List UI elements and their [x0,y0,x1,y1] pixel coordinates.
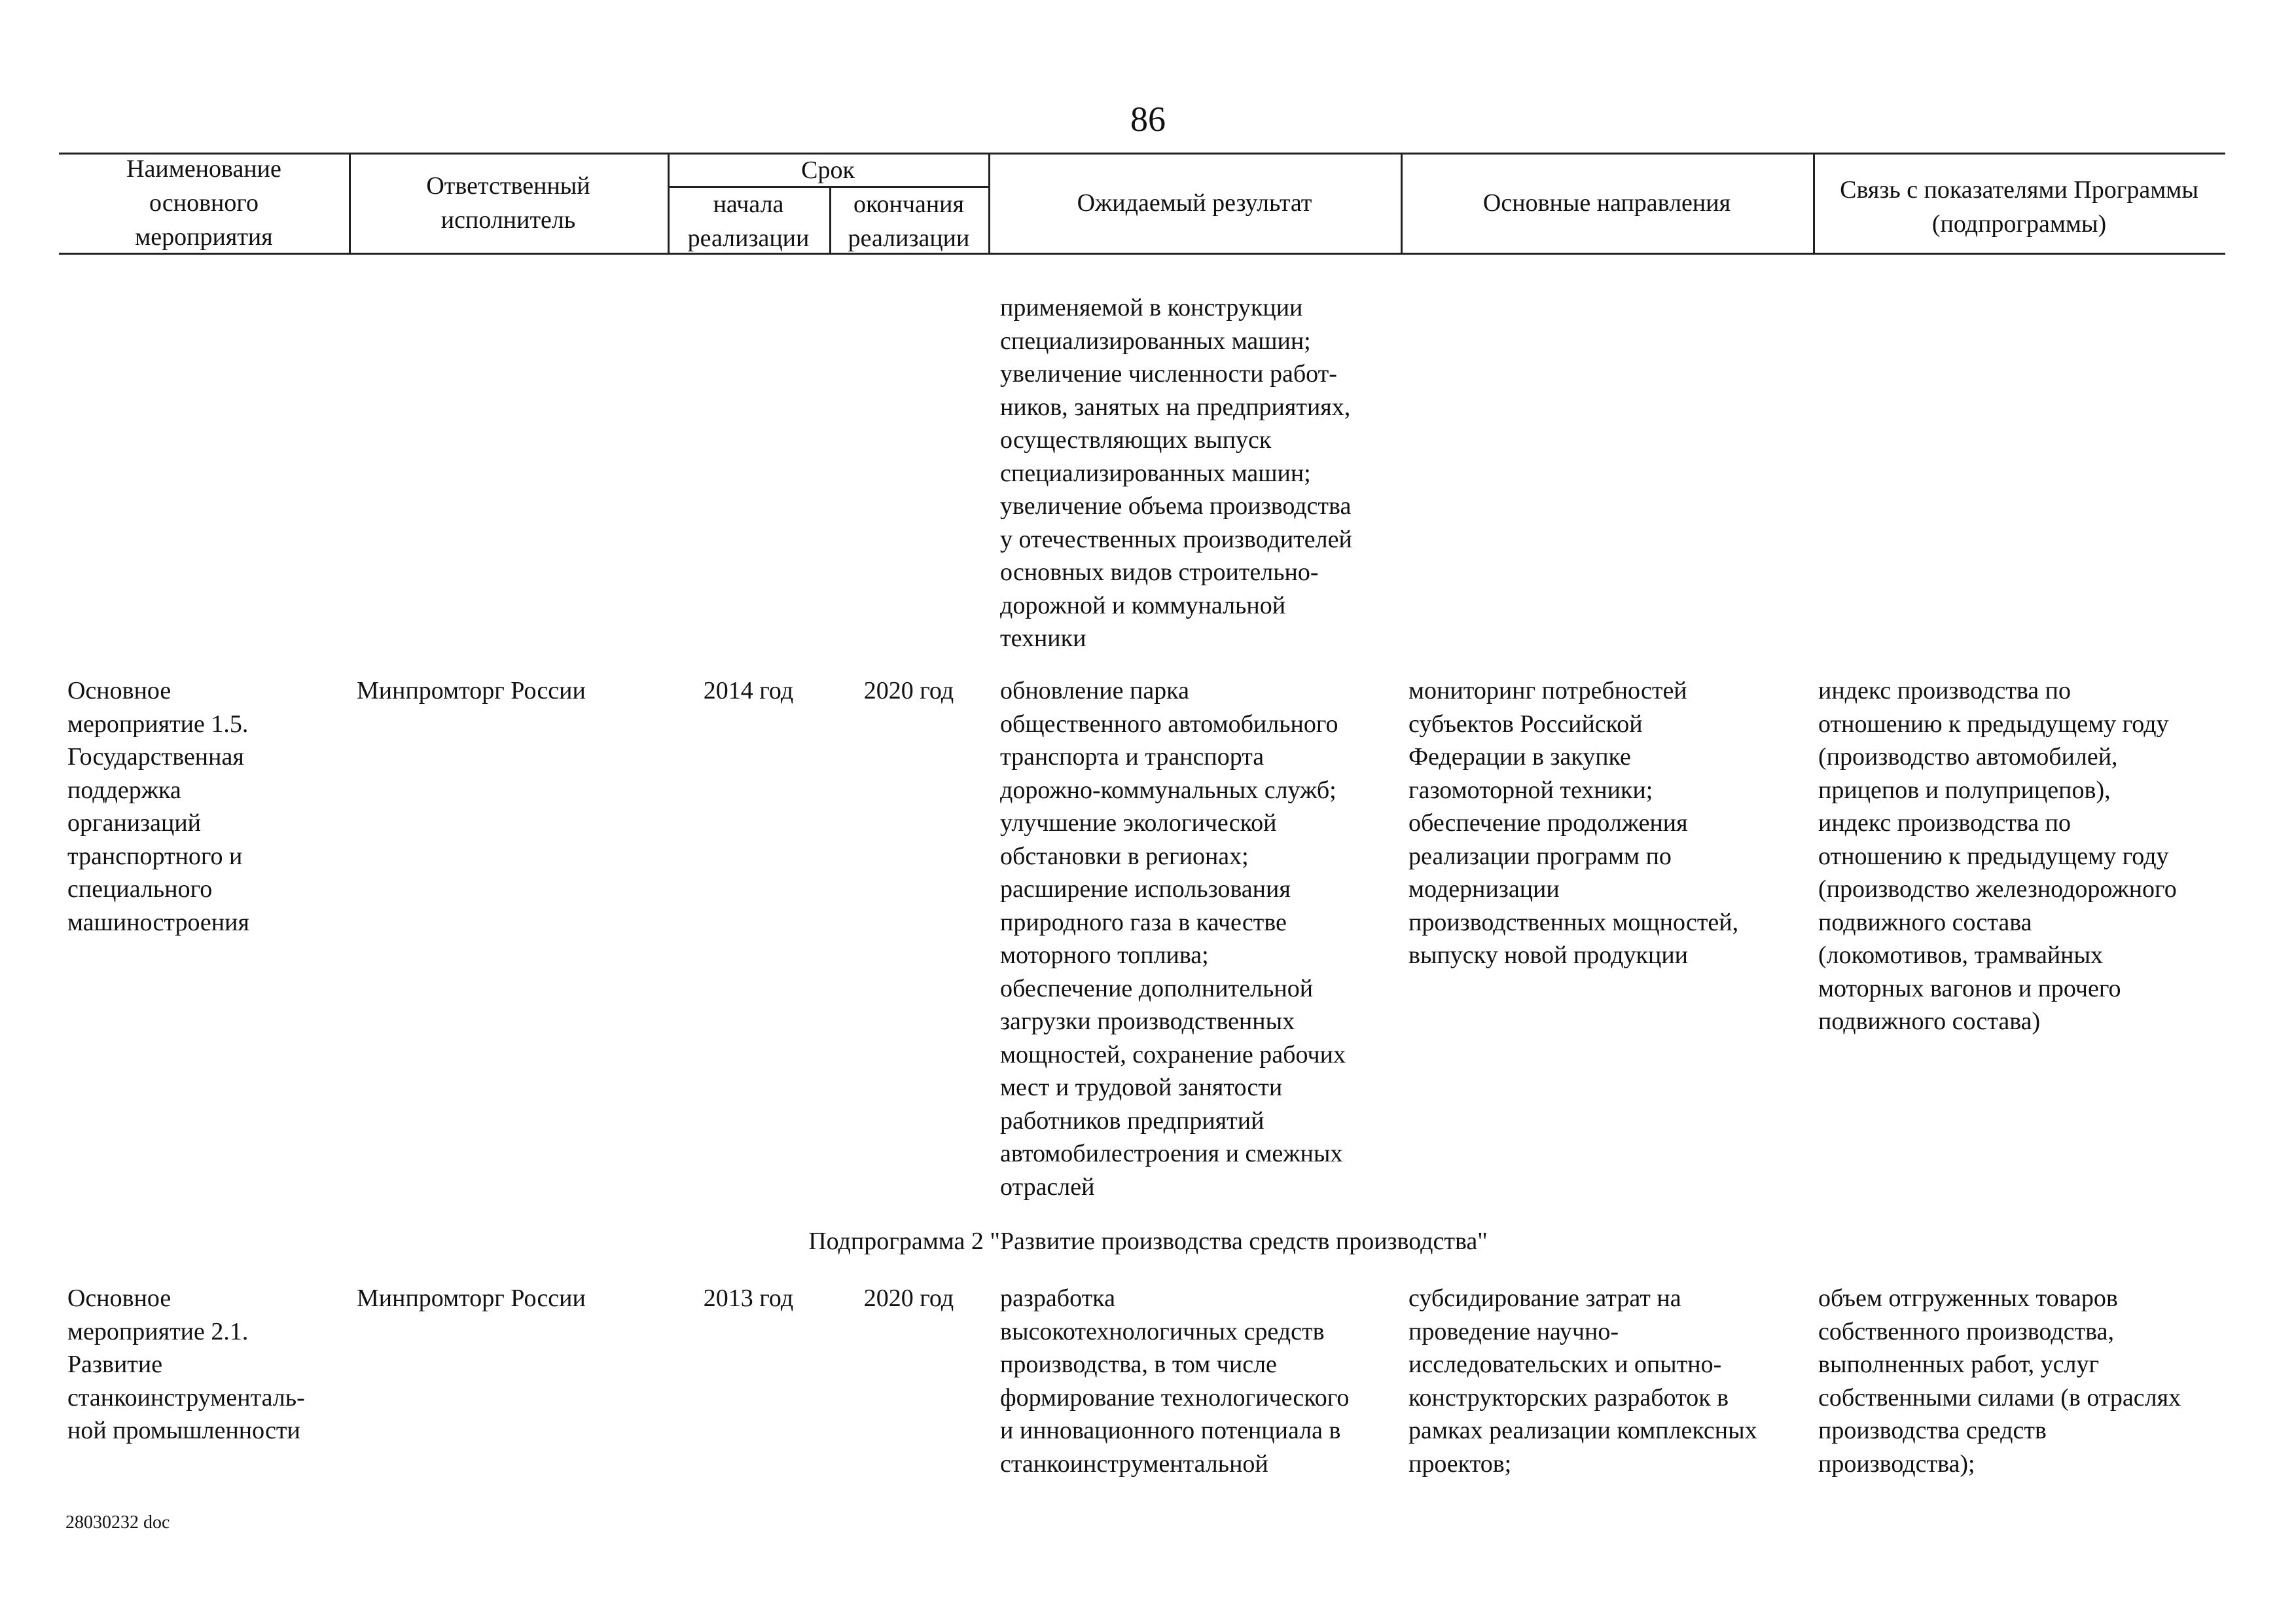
page-number: 86 [1130,100,1166,139]
row-1-5-directions: мониторинг потребностей субъектов Российской Федерации в закупке газомоторной техники; обеспечение продолжения реализации программ по модернизации производственных мощностей, выпуску новой продукции [1408,677,1739,969]
header-top-rule [59,153,2225,155]
row-1-5-link: индекс производства по отношению к предыдущему году (производство автомобилей, прицепов и полуприцепов), индекс производства по отношению к предыдущему году (производство железнодорожного подвижного состава (локомотивов, трамвайных моторных вагонов и прочего подвижного состава) [1818,677,2177,1035]
subprogram-title: Подпрограмма 2 "Развитие производства средств производства" [808,1228,1488,1255]
row-2-1-result: разработка высокотехнологичных средств производства, в том числе формирование технологического и инновационного потенциала в станкоинструментальной [1000,1285,1350,1478]
header-directions: Основные направления [1482,189,1731,217]
row-1-5-name: Основное мероприятие 1.5. Государственная поддержка организаций транспортного и специального машиностроения [67,677,249,936]
header-end: окончания реализации [848,191,970,252]
row-2-1-directions: субсидирование затрат на проведение научно- исследовательских и опытно- конструкторских разработок в рамках реализации комплексных проектов; [1408,1285,1757,1478]
row-2-1-name: Основное мероприятие 2.1. Развитие станкоинструменталь- ной промышленности [67,1285,305,1444]
row-2-1-start: 2013 год [703,1285,794,1312]
header-name: Наименование основного мероприятия [126,155,281,251]
continuation-result: применяемой в конструкции специализированных машин; увеличение численности работ- ников, занятых на предприятиях, осуществляющих выпуск специализированных машин; увеличение объема производства у отечественных производителей основных видов строительно- дорожной и коммунальной техники [1000,294,1352,652]
row-2-1-executor: Минпромторг России [357,1285,586,1312]
header-link: Связь с показателями Программы (подпрограммы) [1840,176,2198,238]
footer-code: 28030232 doc [65,1512,170,1533]
row-1-5-result: обновление парка общественного автомобильного транспорта и транспорта дорожно-коммунальных служб; улучшение экологической обстановки в регионах; расширение использования природного газа в качестве моторного топлива; обеспечение дополнительной загрузки производственных мощностей, сохранение рабочих мест и трудовой занятости работников предприятий автомобилестроения и смежных отраслей [1000,677,1346,1201]
row-1-5-start: 2014 год [703,677,794,704]
row-2-1-link: объем отгруженных товаров собственного производства, выполненных работ, услуг собственными силами (в отраслях производства средств производства); [1818,1285,2181,1478]
header-start: начала реализации [687,191,810,252]
row-1-5-executor: Минпромторг России [357,677,586,704]
row-2-1-end: 2020 год [863,1285,954,1312]
header-bottom-rule [59,253,2225,255]
header-result: Ожидаемый результат [1077,189,1312,217]
header-executor: Ответственный исполнитель [426,172,590,234]
row-1-5-end: 2020 год [863,677,954,704]
header-period: Срок [801,156,855,184]
